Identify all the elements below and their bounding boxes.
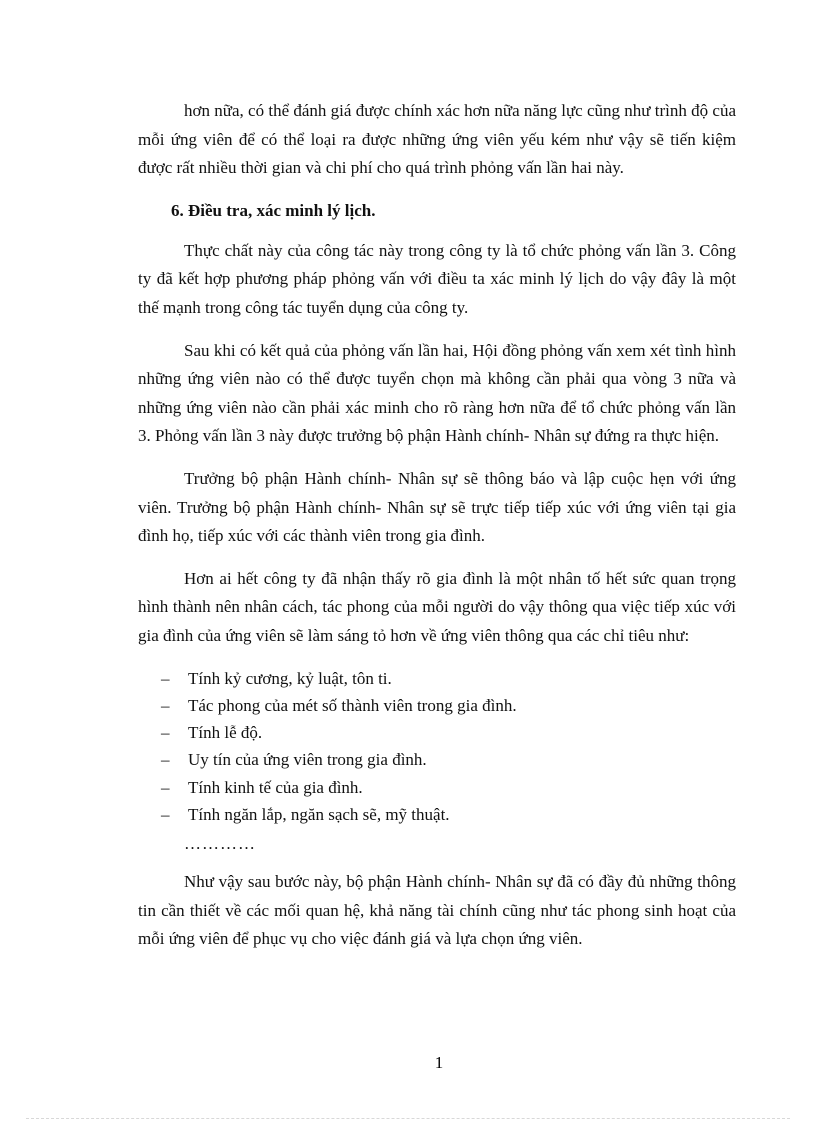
list-item — [138, 692, 736, 719]
list-item-text: Tính kỷ cương, kỷ luật, tôn ti. — [188, 668, 392, 688]
ellipsis: ………… — [184, 834, 256, 854]
list-item-text: Tác phong của mét số thành viên trong gia đình. — [188, 695, 517, 715]
list-item — [138, 665, 736, 692]
section-heading: 6. Điều tra, xác minh lý lịch. — [171, 200, 376, 220]
paragraph: Sau khi có kết quả của phỏng vấn lần hai, Hội đồng phỏng vấn xem xét tình hình những ứng viên nào có thể được tuyển chọn mà không cần phải qua vòng 3 nữa và những ứng viên nào cần phải xác minh cho rõ ràng hơn nữa để tổ chức phỏng vấn lần 3. Phỏng vấn lần 3 này được trưởng bộ phận Hành chính- Nhân sự đứng ra thực hiện. — [138, 340, 736, 446]
dash-marker: – — [161, 668, 170, 688]
page-bottom-divider — [26, 1118, 790, 1119]
paragraph: Thực chất này của công tác này trong công ty là tổ chức phỏng vấn lần 3. Công ty đã kết hợp phương pháp phỏng vấn với điều ta xác minh lý lịch do vậy đây là một thế mạnh trong công tác tuyển dụng của công ty. — [138, 240, 736, 317]
list-item-text: Tính lễ độ. — [188, 723, 263, 743]
list-item — [138, 746, 736, 773]
list-item — [138, 719, 736, 746]
dash-marker: – — [161, 695, 170, 715]
dash-marker: – — [161, 723, 170, 743]
paragraph-continuation: hơn nữa, có thể đánh giá được chính xác hơn nữa năng lực cũng như trình độ của mỗi ứng viên để có thể loại ra được những ứng viên yếu kém như vậy sẽ tiến kiệm được rất nhiều thời gian và chi phí cho quá trình phỏng vấn lần hai này. — [138, 101, 736, 178]
criteria-list — [138, 665, 736, 829]
list-item — [138, 801, 736, 828]
dash-marker: – — [161, 777, 170, 797]
paragraph: Trưởng bộ phận Hành chính- Nhân sự sẽ thông báo và lập cuộc hẹn với ứng viên. Trưởng bộ phận Hành chính- Nhân sự sẽ trực tiếp tiếp xúc với ứng viên tại gia đình họ, tiếp xúc với các thành viên trong gia đình. — [138, 468, 736, 546]
list-item-text: Uy tín của ứng viên trong gia đình. — [188, 750, 427, 770]
list-item-text: Tính kinh tế của gia đình. — [188, 777, 363, 797]
dash-marker: – — [161, 750, 170, 770]
paragraph: Hơn ai hết công ty đã nhận thấy rõ gia đình là một nhân tố hết sức quan trọng hình thành nên nhân cách, tác phong của mỗi người do vậy thông qua việc tiếp xúc với gia đình của ứng viên sẽ làm sáng tỏ hơn về ứng viên thông qua các chỉ tiêu như: — [138, 568, 736, 645]
dash-marker: – — [161, 804, 170, 824]
list-item — [138, 774, 736, 801]
list-item-text: Tính ngăn lắp, ngăn sạch sẽ, mỹ thuật. — [188, 804, 450, 824]
paragraph: Như vậy sau bước này, bộ phận Hành chính- Nhân sự đã có đầy đủ những thông tin cần thiết về các mối quan hệ, khả năng tài chính cũng như tác phong sinh hoạt của mỗi ứng viên để phục vụ cho việc đánh giá và lựa chọn ứng viên. — [138, 872, 736, 949]
page-number: 1 — [434, 1053, 444, 1072]
